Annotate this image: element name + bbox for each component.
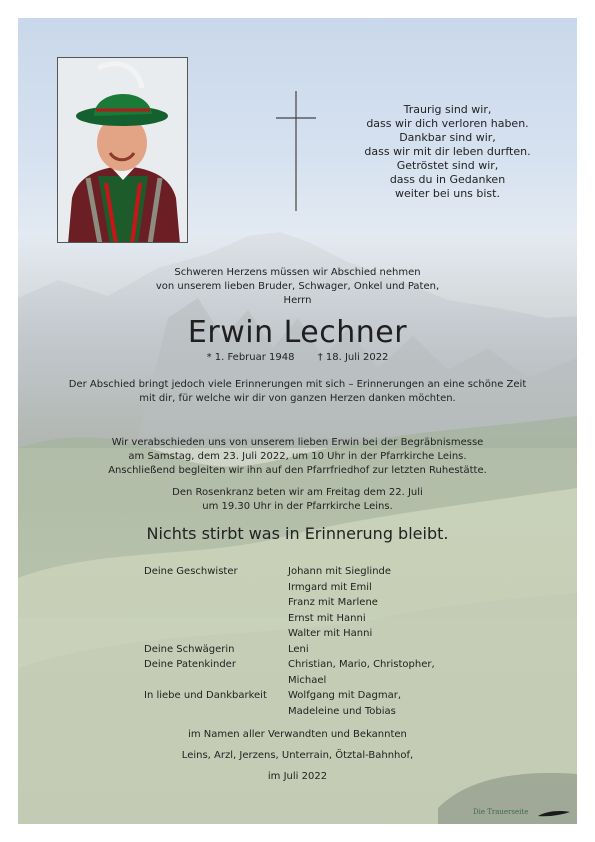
intro-line: Schweren Herzens müssen wir Abschied nehmen — [174, 267, 421, 278]
verse-line: Dankbar sind wir, — [399, 131, 496, 144]
intro-text — [18, 266, 577, 308]
intro-line: von unserem lieben Bruder, Schwager, Onkel und Paten, — [155, 281, 440, 292]
closing-line: im Juli 2022 — [267, 771, 328, 782]
brand-logo-text: Die Trauerseite — [473, 808, 529, 816]
mourner-names — [288, 657, 474, 688]
rosary-line: Den Rosenkranz beten wir am Freitag dem 22. Juli — [172, 487, 423, 498]
mourner-name: Wolfgang mit Dagmar, — [288, 690, 402, 701]
mourner-relation: Deine Schwägerin — [144, 643, 235, 655]
birth-date: * 1. Februar 1948 — [206, 352, 295, 363]
memory-text — [18, 378, 577, 406]
mourner-relation: Deine Geschwister — [144, 566, 238, 577]
funeral-line: Wir verabschieden uns von unserem lieben Erwin bei der Begräbnismesse — [111, 437, 484, 448]
closing-line: im Namen aller Verwandten und Bekannten — [188, 729, 407, 740]
verse-line: dass wir dich verloren haben. — [366, 117, 529, 130]
memorial-quote: Nichts stirbt was in Erinnerung bleibt. — [146, 524, 449, 543]
obituary-card — [18, 18, 577, 824]
funeral-line: am Samstag, dem 23. Juli 2022, um 10 Uhr in der Pfarrkirche Leins. — [128, 451, 467, 462]
verse-line: dass wir mit dir leben durften. — [364, 145, 531, 158]
mourner-group — [144, 564, 474, 642]
verse-line: Traurig sind wir, — [403, 103, 492, 116]
deceased-name: Erwin Lechner — [187, 315, 408, 350]
cross-icon — [276, 91, 316, 211]
verse-line: dass du in Gedanken — [389, 173, 506, 186]
mourner-name: Madeleine und Tobias — [288, 705, 396, 717]
intro-line: Herrn — [283, 295, 312, 306]
mourner-group — [144, 688, 474, 719]
closing-line: Leins, Arzl, Jerzens, Unterrain, Ötztal-Bahnhof, — [181, 750, 414, 761]
memory-line: mit dir, für welche wir dir von ganzen Herzen danken möchten. — [139, 393, 456, 404]
mourner-name: Leni — [288, 643, 309, 655]
mourners-list — [144, 564, 474, 719]
closing-text — [18, 724, 577, 787]
mourner-name: Walter mit Hanni — [288, 628, 373, 639]
mourner-name: Johann mit Sieglinde — [288, 566, 392, 577]
mourner-group — [144, 642, 474, 658]
life-dates — [18, 352, 577, 364]
funeral-line: Anschließend begleiten wir ihn auf den Pfarrfriedhof zur letzten Ruhestätte. — [108, 465, 487, 476]
rosary-line: um 19.30 Uhr in der Pfarrkirche Leins. — [202, 501, 393, 512]
mourner-group — [144, 657, 474, 688]
memorial-verse — [345, 103, 550, 201]
mourner-relation: In liebe und Dankbarkeit — [144, 690, 267, 701]
portrait-photo — [57, 57, 188, 243]
death-date: † 18. Juli 2022 — [317, 352, 389, 363]
memory-line: Der Abschied bringt jedoch viele Erinnerungen mit sich – Erinnerungen an eine schöne Zeit — [68, 379, 527, 390]
mourner-name: Christian, Mario, Christopher, — [288, 659, 435, 670]
mourner-name: Ernst mit Hanni — [288, 612, 366, 624]
rosary-notice — [18, 486, 577, 514]
mourner-names — [288, 564, 474, 642]
mourner-names — [288, 642, 474, 658]
mourner-name: Michael — [288, 674, 327, 686]
mourner-relation: Deine Patenkinder — [144, 659, 236, 670]
mourner-name: Franz mit Marlene — [288, 597, 378, 608]
mourner-name: Irmgard mit Emil — [288, 581, 372, 593]
mourner-names — [288, 688, 474, 719]
verse-line: weiter bei uns bist. — [395, 187, 500, 200]
verse-line: Getröstet sind wir, — [396, 159, 499, 172]
feather-icon — [537, 810, 571, 818]
funeral-notice — [18, 436, 577, 478]
